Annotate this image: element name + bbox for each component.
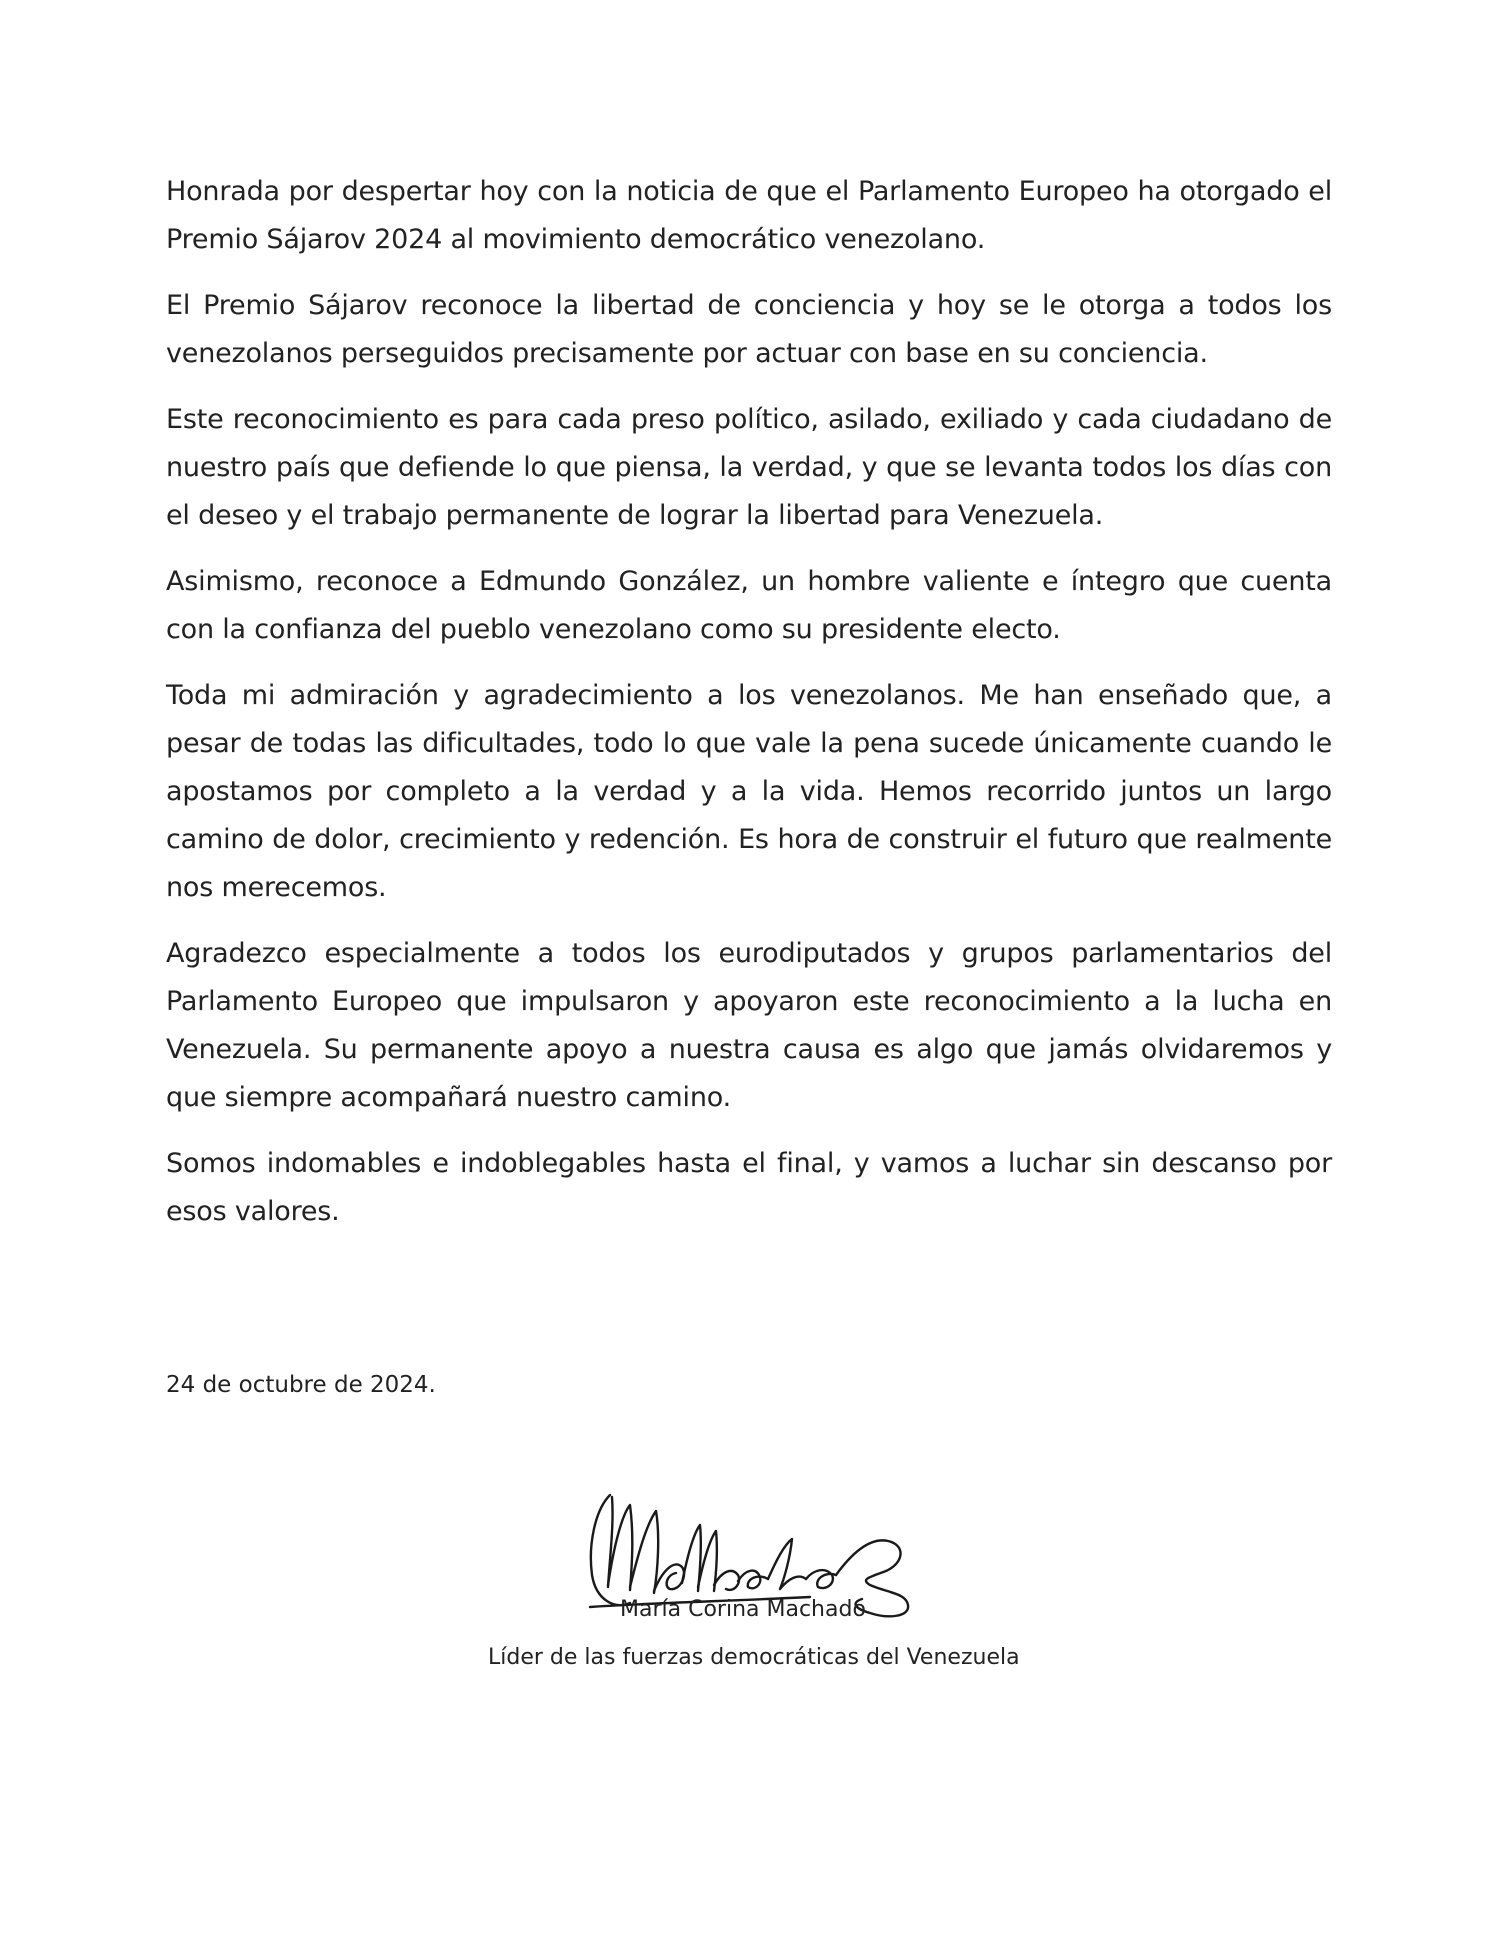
paragraph-5: Toda mi admiración y agradecimiento a los venezolanos. Me han enseñado que, a pesar de todas las dificultades, todo lo que vale la pena sucede únicamente cuando le apostamos por completo a la verdad y a la vida. Hemos recorrido juntos un largo camino de dolor, crecimiento y redención. Es hora de construir el futuro que realmente nos merecemos. [166, 680, 1332, 903]
paragraph-2: El Premio Sájarov reconoce la libertad de conciencia y hoy se le otorga a todos los venezolanos perseguidos precisamente por actuar con base en su conciencia. [166, 290, 1332, 369]
letter-date: 24 de octubre de 2024. [166, 1372, 436, 1398]
signer-name: María Corina Machado [620, 1597, 866, 1622]
signer-title: Líder de las fuerzas democráticas del Venezuela [488, 1645, 1020, 1670]
letter-body [166, 168, 1332, 1254]
paragraph-7: Somos indomables e indoblegables hasta el final, y vamos a luchar sin descanso por esos valores. [166, 1148, 1332, 1227]
signature-block [480, 1475, 1080, 1705]
paragraph-1: Honrada por despertar hoy con la noticia de que el Parlamento Europeo ha otorgado el Premio Sájarov 2024 al movimiento democrático venezolano. [166, 176, 1332, 255]
paragraph-4: Asimismo, reconoce a Edmundo González, un hombre valiente e íntegro que cuenta con la confianza del pueblo venezolano como su presidente electo. [166, 566, 1332, 645]
paragraph-3: Este reconocimiento es para cada preso político, asilado, exiliado y cada ciudadano de nuestro país que defiende lo que piensa, la verdad, y que se levanta todos los días con el deseo y el trabajo permanente de lograr la libertad para Venezuela. [166, 404, 1332, 531]
paragraph-6: Agradezco especialmente a todos los eurodiputados y grupos parlamentarios del Parlamento Europeo que impulsaron y apoyaron este reconocimiento a la lucha en Venezuela. Su permanente apoyo a nuestra causa es algo que jamás olvidaremos y que siempre acompañará nuestro camino. [166, 938, 1332, 1113]
